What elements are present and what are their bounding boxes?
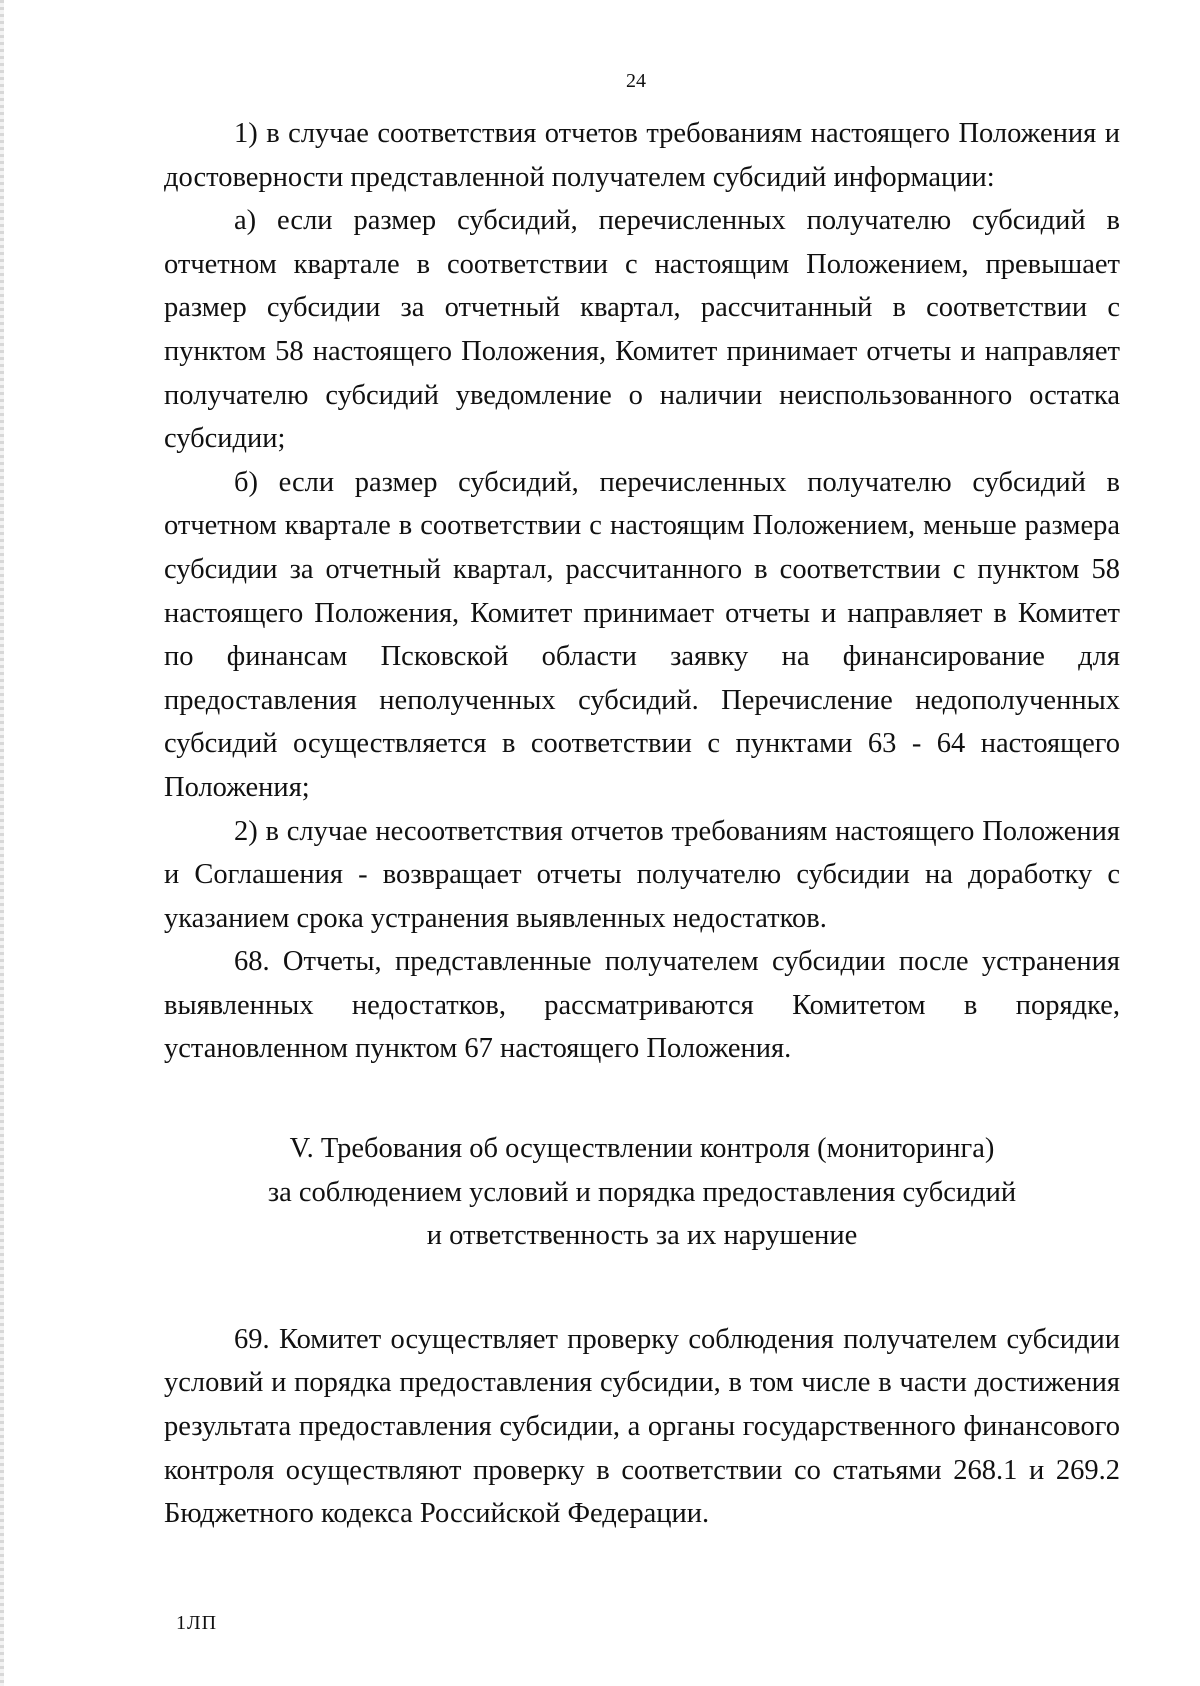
section-heading-line-1: V. Требования об осуществлении контроля (мониторинга) xyxy=(289,1133,995,1165)
paragraph-point-69: 69. Комитет осуществляет проверку соблюдения получателем субсидии условий и порядка предоставления субсидии, в том числе в части достижения результата предоставления субсидии, а органы государственного финансового контроля осуществляют проверку в соответствии со статьями 268.1 и 269.2 Бюджетного кодекса Российской Федерации. xyxy=(164,1323,1120,1530)
paragraph-point-68: 68. Отчеты, представленные получателем субсидии после устранения выявленных недостатков, рассматриваются Комитетом в порядке, установленном пунктом 67 настоящего Положения. xyxy=(164,946,1120,1065)
section-heading-line-2: за соблюдением условий и порядка предоставления субсидий xyxy=(267,1176,1017,1208)
paragraph-item-a: а) если размер субсидий, перечисленных получателю субсидий в отчетном квартале в соответствии с настоящим Положением, превышает размер субсидии за отчетный квартал, рассчитанный в соответствии с пунктом 58 настоящего Положения, Комитет принимает отчеты и направляет получателю субсидий уведомление о наличии неиспользованного остатка субсидии; xyxy=(164,205,1120,455)
section-heading-line-3: и ответственность за их нарушение xyxy=(426,1220,858,1252)
document-body xyxy=(164,112,1120,1536)
paragraph-item-b: б) если размер субсидий, перечисленных получателю субсидий в отчетном квартале в соответствии с настоящим Положением, меньше размера субсидии за отчетный квартал, рассчитанного в соответствии с пунктом 58 настоящего Положения, Комитет принимает отчеты и направляет в Комитет по финансам Псковской области заявку на финансирование для предоставления неполученных субсидий. Перечисление недополученных субсидий осуществляется в соответствии с пунктами 63 - 64 настоящего Положения; xyxy=(164,466,1120,803)
section-heading xyxy=(164,1127,1120,1258)
scan-edge-decoration xyxy=(0,0,4,1686)
paragraph-item-2: 2) в случае несоответствия отчетов требованиям настоящего Положения и Соглашения - возвращает отчеты получателю субсидии на доработку с указанием срока устранения выявленных недостатков. xyxy=(164,815,1120,934)
paragraph-item-1: 1) в случае соответствия отчетов требованиям настоящего Положения и достоверности представленной получателем субсидий информации: xyxy=(164,118,1120,193)
page-number: 24 xyxy=(626,70,646,92)
footer-mark: 1ЛП xyxy=(176,1612,218,1634)
